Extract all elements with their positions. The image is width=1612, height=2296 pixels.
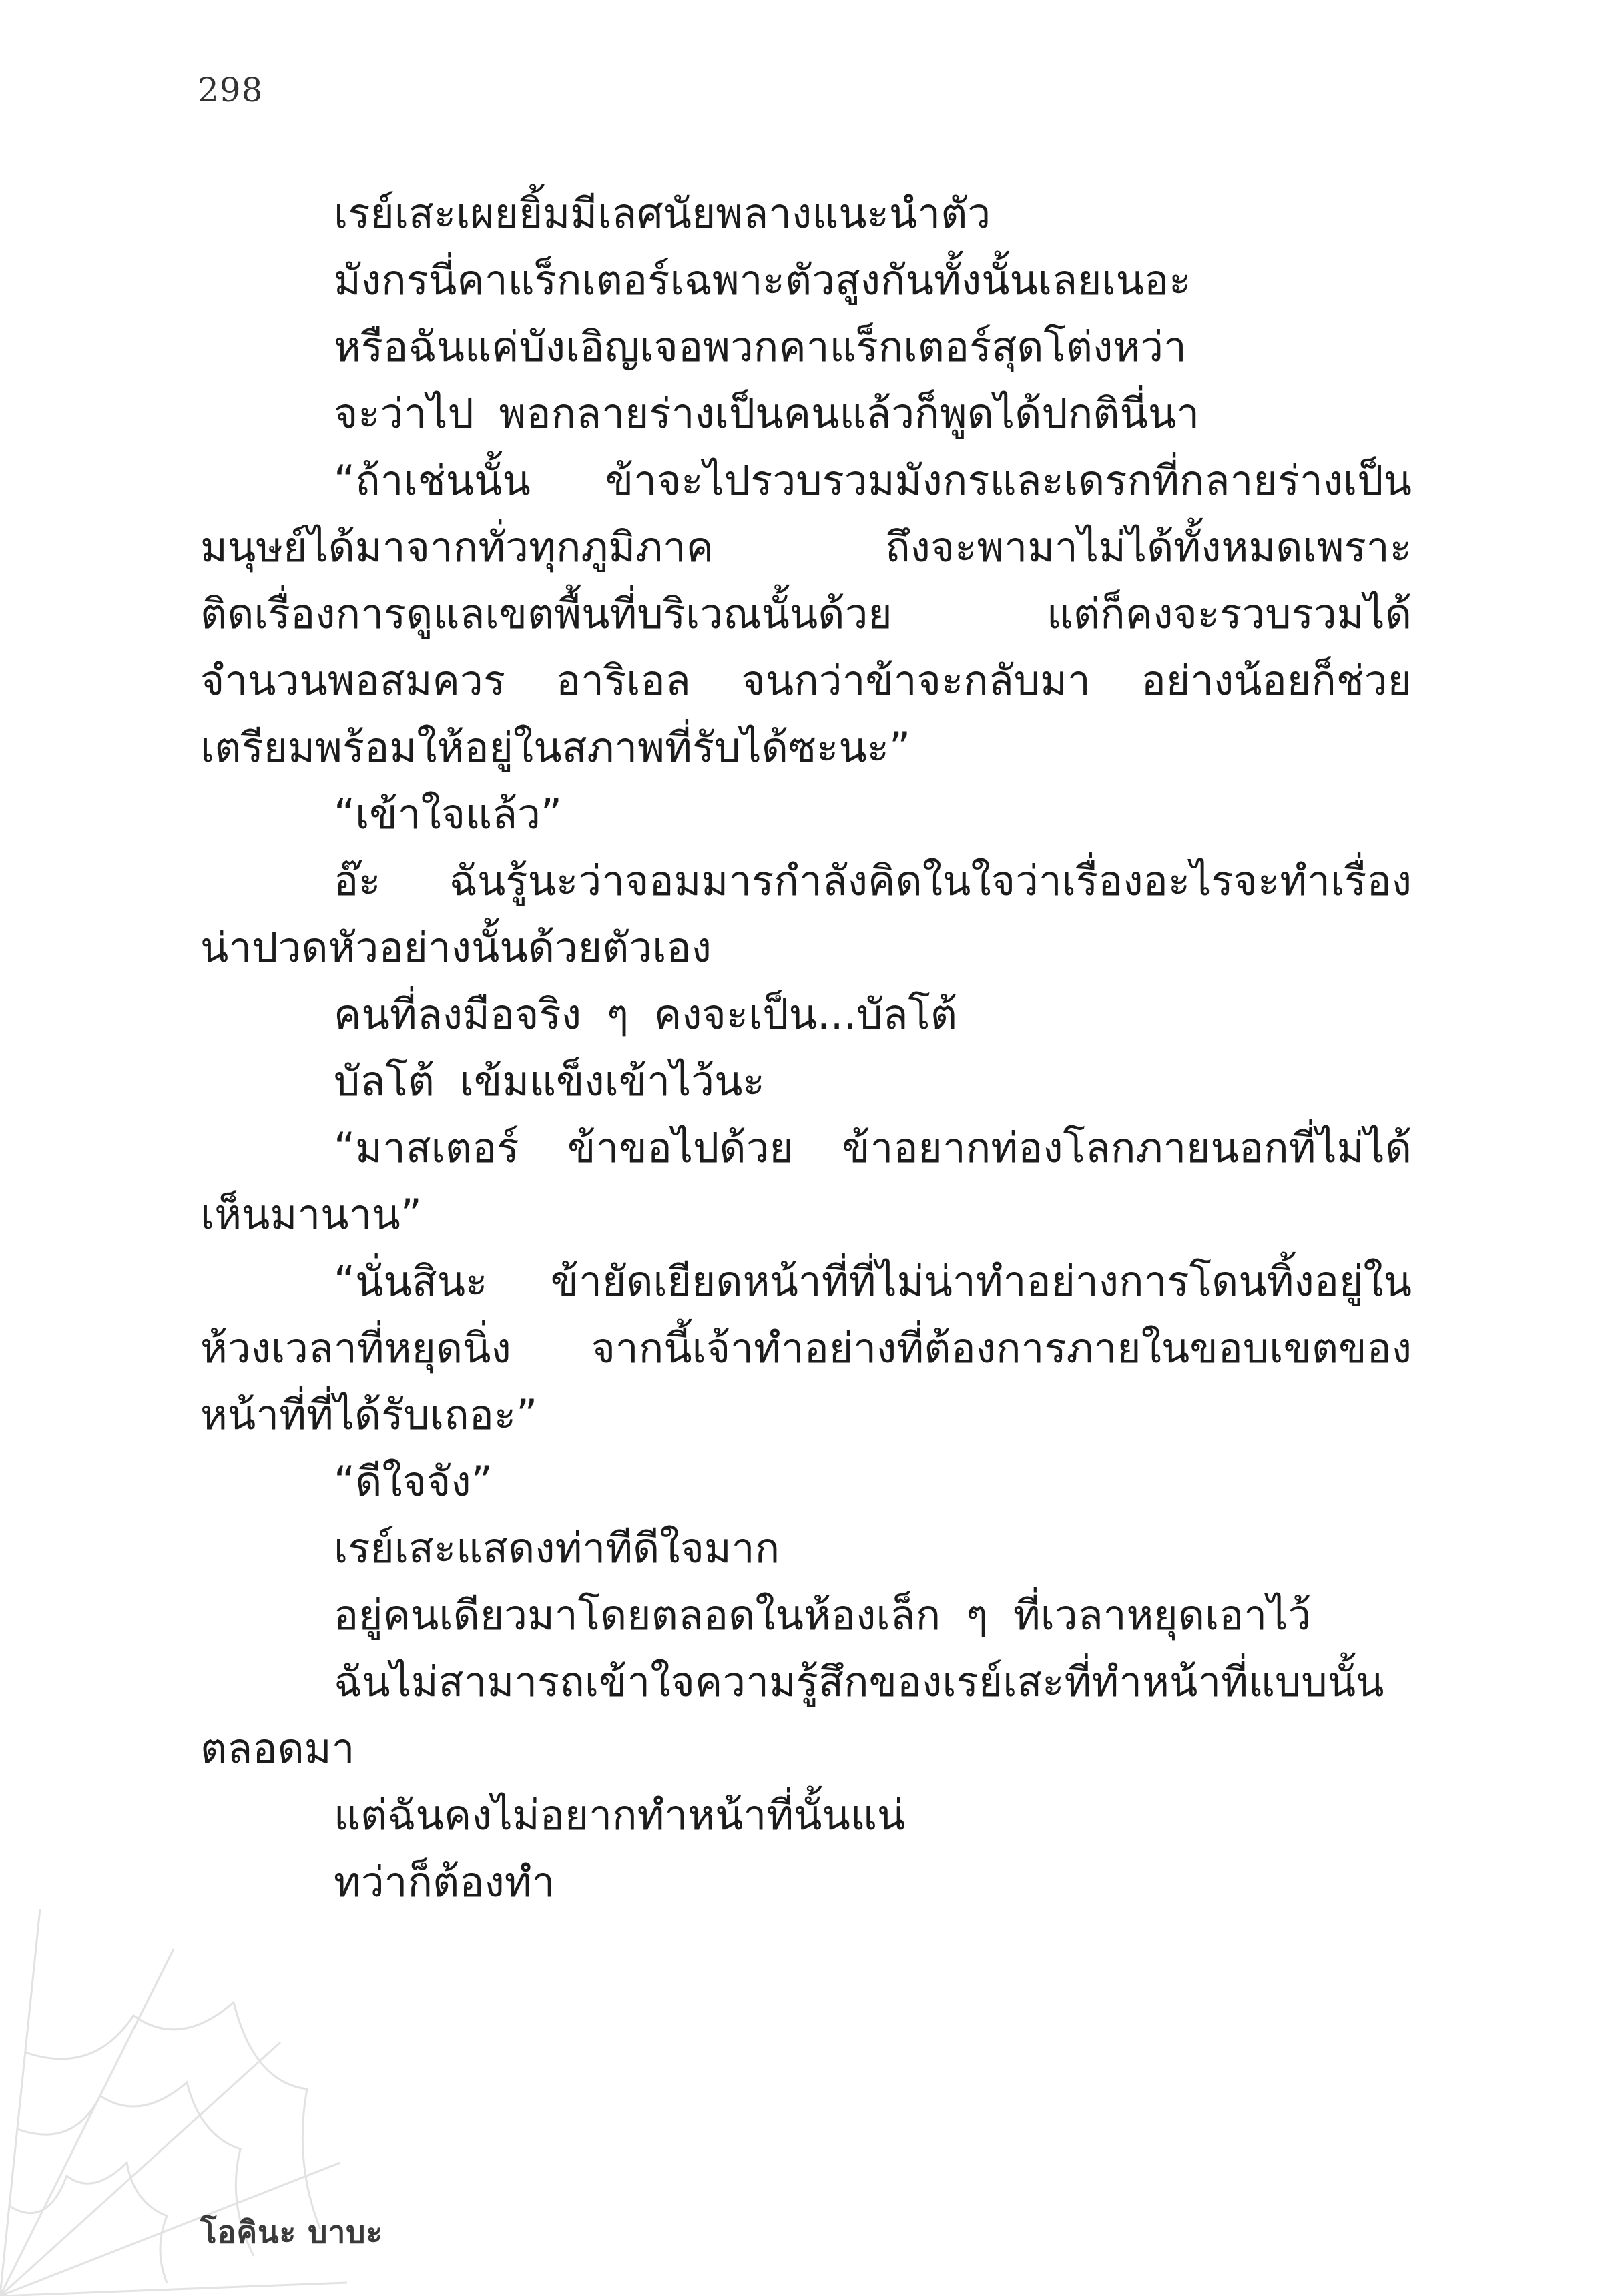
text-line: ตลอดมา bbox=[200, 1724, 355, 1773]
text-line: แต่ฉันคงไม่อยากทำหน้าที่นั้นแน่ bbox=[334, 1791, 906, 1839]
text-line: “ถ้าเช่นนั้น ข้าจะไปรวบรวมมังกรและเดรกที่กลายร่างเป็น bbox=[334, 456, 1412, 505]
text-line: ฉันไม่สามารถเข้าใจความรู้สึกของเรย์เสะที่ทำหน้าที่แบบนั้น bbox=[334, 1657, 1384, 1706]
text-line: จะว่าไป พอกลายร่างเป็นคนแล้วก็พูดได้ปกตินี่นา bbox=[334, 389, 1200, 438]
text-line: เรย์เสะเผยยิ้มมีเลศนัยพลางแนะนำตัว bbox=[334, 189, 991, 238]
text-line: “ดีใจจัง” bbox=[334, 1457, 493, 1506]
footer-author: โอคินะ บาบะ bbox=[200, 2214, 384, 2250]
text-line: ทว่าก็ต้องทำ bbox=[334, 1857, 555, 1906]
text-line: บัลโต้ เข้มแข็งเข้าไว้นะ bbox=[334, 1057, 765, 1105]
text-line: “เข้าใจแล้ว” bbox=[334, 790, 562, 838]
body-text bbox=[200, 180, 1412, 1916]
text-line: “มาสเตอร์ ข้าขอไปด้วย ข้าอยากท่องโลกภายนอกที่ไม่ได้ bbox=[334, 1123, 1412, 1172]
text-line: เรย์เสะแสดงท่าทีดีใจมาก bbox=[334, 1524, 780, 1572]
text-line: จำนวนพอสมควร อาริเอล จนกว่าข้าจะกลับมา อย่างน้อยก็ช่วย bbox=[200, 656, 1412, 705]
text-line: “นั่นสินะ ข้ายัดเยียดหน้าที่ที่ไม่น่าทำอย่างการโดนทิ้งอยู่ใน bbox=[334, 1257, 1412, 1306]
text-line: มนุษย์ได้มาจากทั่วทุกภูมิภาค ถึงจะพามาไม่ได้ทั้งหมดเพราะ bbox=[200, 523, 1412, 571]
text-line: คนที่ลงมือจริง ๆ คงจะเป็น...บัลโต้ bbox=[334, 990, 958, 1039]
text-line: หน้าที่ที่ได้รับเถอะ” bbox=[200, 1390, 538, 1439]
text-line: หรือฉันแค่บังเอิญเจอพวกคาแร็กเตอร์สุดโต่งหว่า bbox=[334, 322, 1187, 371]
text-line: ติดเรื่องการดูแลเขตพื้นที่บริเวณนั้นด้วย แต่ก็คงจะรวบรวมได้ bbox=[200, 589, 1412, 638]
text-line: อยู่คนเดียวมาโดยตลอดในห้องเล็ก ๆ ที่เวลาหยุดเอาไว้ bbox=[334, 1591, 1312, 1639]
text-line: อ๊ะ ฉันรู้นะว่าจอมมารกำลังคิดในใจว่าเรื่องอะไรจะทำเรื่อง bbox=[334, 856, 1412, 905]
text-line: ห้วงเวลาที่หยุดนิ่ง จากนี้เจ้าทำอย่างที่ต้องการภายในขอบเขตของ bbox=[200, 1324, 1412, 1372]
text-line: น่าปวดหัวอย่างนั้นด้วยตัวเอง bbox=[200, 923, 712, 972]
text-line: เตรียมพร้อมให้อยู่ในสภาพที่รับได้ซะนะ” bbox=[200, 723, 911, 772]
text-line: เห็นมานาน” bbox=[200, 1190, 422, 1239]
page-number: 298 bbox=[198, 71, 264, 109]
text-line: มังกรนี่คาแร็กเตอร์เฉพาะตัวสูงกันทั้งนั้นเลยเนอะ bbox=[334, 256, 1191, 304]
